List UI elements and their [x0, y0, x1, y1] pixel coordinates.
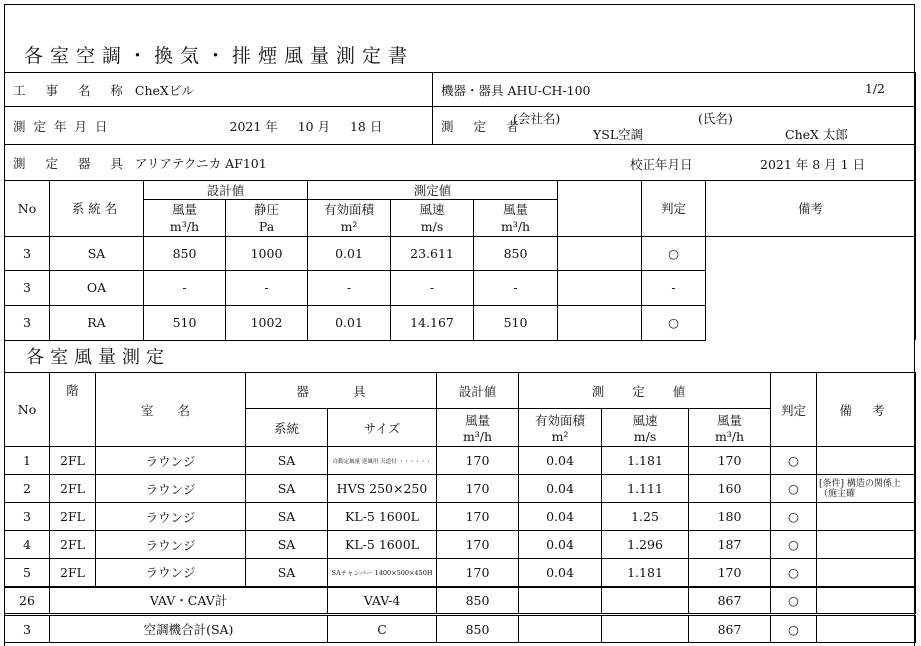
table-row [5, 531, 916, 559]
room-table [4, 372, 916, 643]
table-cell [706, 236, 916, 340]
judge-ok: ○ [642, 305, 706, 340]
table-cell: 867 [689, 615, 771, 643]
table-cell [437, 409, 519, 447]
equipment-id: AHU-CH-100 [507, 82, 591, 98]
table-cell: 有効面積 [308, 200, 391, 219]
judge-ok: ○ [771, 587, 817, 615]
judge-ok: ○ [642, 236, 706, 270]
company-name: YSL空調 [593, 127, 644, 142]
table-cell [817, 503, 916, 531]
table-cell: 510 [144, 305, 226, 340]
table-cell [519, 587, 602, 615]
table-cell: 2FL [50, 447, 96, 475]
table-cell [817, 615, 916, 643]
instrument-cell [5, 145, 916, 181]
table-cell: 2FL [50, 559, 96, 587]
table-cell [602, 409, 689, 447]
table-cell: KL-5 1600L [328, 531, 437, 559]
table-cell: - [226, 270, 308, 305]
table-cell: No [5, 373, 50, 447]
table-cell: [条件] 構造の関係上（施主確 [817, 475, 916, 503]
table-cell: Pa [226, 218, 308, 236]
table-cell: SAチャンバー 1400×500×450H [328, 559, 437, 587]
judge-ok: ○ [771, 475, 817, 503]
project-name: CheXビル [134, 82, 194, 98]
table-cell: 850 [437, 615, 519, 643]
cell-text: 18 [349, 118, 366, 134]
cell-text: 測定年月日 [13, 118, 116, 134]
table-cell [689, 409, 771, 447]
cell-text: m³/h [714, 429, 745, 444]
cell-text: 年 [265, 118, 278, 134]
table-cell: 0.04 [519, 475, 602, 503]
table-cell [519, 409, 602, 447]
cell-text: m/s [633, 429, 657, 444]
table-cell: 判定 [771, 373, 817, 447]
header-table [4, 72, 916, 181]
table-cell: 系統名 [50, 181, 144, 237]
table-cell [558, 305, 642, 340]
table-cell: 4 [5, 531, 50, 559]
table-cell: 1000 [226, 236, 308, 270]
table-cell [817, 559, 916, 587]
table-cell: 室 名 [96, 373, 246, 447]
cell-text: 校正年月日 [630, 157, 693, 172]
table-cell: - [474, 270, 558, 305]
equipment-cell [433, 73, 916, 107]
judge-ok: ○ [771, 615, 817, 643]
table-cell: ラウンジ [96, 559, 246, 587]
table-cell: 170 [437, 503, 519, 531]
table-cell: 3 [5, 305, 50, 340]
table-cell: 180 [689, 503, 771, 531]
table-cell: ラウンジ [96, 447, 246, 475]
cell-text: 工 事 名 称 [13, 82, 131, 98]
table-cell: 26 [5, 587, 50, 615]
table-cell: SA [246, 531, 328, 559]
table-cell: 850 [144, 236, 226, 270]
table-cell: ラウンジ [96, 503, 246, 531]
table-cell: 2FL [50, 531, 96, 559]
table-cell: 1.181 [602, 559, 689, 587]
table-cell: 0.04 [519, 531, 602, 559]
table-cell: OA [50, 270, 144, 305]
table-cell: 0.04 [519, 559, 602, 587]
measure-date-cell [5, 107, 433, 145]
table-cell: SA [246, 559, 328, 587]
table-cell [558, 270, 642, 305]
table-row [5, 447, 916, 475]
table-cell: 風量 [474, 200, 558, 219]
calibration-date: 2021 年 8 月 1 日 [760, 157, 866, 172]
table-cell: 1.296 [602, 531, 689, 559]
cell-text: m³/h [462, 429, 493, 444]
table-cell [602, 587, 689, 615]
table-cell [817, 447, 916, 475]
table-cell: RA [50, 305, 144, 340]
table-cell: 器 具 [246, 373, 437, 409]
table-cell: 1.181 [602, 447, 689, 475]
table-cell: 設計値 [437, 373, 519, 409]
table-cell: 850 [474, 236, 558, 270]
judge-ok: ○ [771, 503, 817, 531]
table-cell: 170 [437, 475, 519, 503]
table-row [5, 475, 916, 503]
total-row [5, 587, 916, 615]
table-cell: - [308, 270, 391, 305]
table-cell: 2 [5, 475, 50, 503]
table-cell [558, 236, 642, 270]
cell-text: 月 [317, 118, 331, 134]
table-cell [817, 531, 916, 559]
table-cell: 5 [5, 559, 50, 587]
table-cell: 170 [437, 447, 519, 475]
table-cell: VAV・CAV計 [50, 587, 328, 615]
table-cell: m³/h [144, 218, 226, 236]
page-title: 各室空調・換気・排煙風量測定書 [24, 45, 415, 67]
table-cell: m² [308, 218, 391, 236]
section-title: 各室風量測定 [26, 347, 170, 368]
table-cell: 170 [689, 559, 771, 587]
cell-text: 有効面積 [535, 413, 586, 428]
table-cell: 2FL [50, 503, 96, 531]
table-cell: サイズ [328, 409, 437, 447]
table-cell: 0.04 [519, 503, 602, 531]
table-cell: 160 [689, 475, 771, 503]
table-cell: 0.01 [308, 236, 391, 270]
table-cell: m³/h [474, 218, 558, 236]
table-cell: 867 [689, 587, 771, 615]
page-number: 1/2 [864, 80, 885, 96]
instrument-name: アリアテクニカ AF101 [134, 155, 267, 171]
table-cell: m/s [391, 218, 474, 236]
table-cell: SA [50, 236, 144, 270]
table-cell: KL-5 1600L [328, 503, 437, 531]
measurer-cell [433, 107, 916, 145]
table-cell: SA [246, 503, 328, 531]
table-cell: SA [246, 447, 328, 475]
cell-text [230, 119, 383, 134]
table-cell: 187 [689, 531, 771, 559]
table-cell: 1 [5, 447, 50, 475]
table-cell: - [642, 270, 706, 305]
table-cell: 0.04 [519, 447, 602, 475]
table-cell: 測定値 [308, 181, 558, 200]
table-row [5, 236, 916, 270]
table-cell: 備考 [706, 181, 916, 237]
table-cell: ラウンジ [96, 531, 246, 559]
total-row [5, 615, 916, 643]
table-cell: 判定 [642, 181, 706, 237]
table-cell: 静圧 [226, 200, 308, 219]
cell-text: 測 定 者 [441, 118, 527, 134]
table-cell: VAV-4 [328, 587, 437, 615]
table-cell: 備 考 [817, 373, 916, 447]
table-cell: - [391, 270, 474, 305]
cell-text: 測 定 器 具 [13, 155, 131, 171]
table-cell: - [144, 270, 226, 305]
cell-text: (氏名) [698, 111, 733, 126]
table-row [5, 503, 916, 531]
cell-text: (会社名) [513, 111, 561, 126]
judge-ok: ○ [771, 531, 817, 559]
table-cell: 14.167 [391, 305, 474, 340]
table-cell: 23.611 [391, 236, 474, 270]
table-cell: 階 [50, 373, 96, 447]
cell-text: 機器・器具 [441, 82, 504, 98]
table-cell: 850 [437, 587, 519, 615]
table-cell: C [328, 615, 437, 643]
system-table [4, 180, 916, 341]
table-cell [558, 181, 642, 237]
table-cell: 0.01 [308, 305, 391, 340]
table-cell [817, 587, 916, 615]
table-cell: 170 [437, 531, 519, 559]
table-cell: 1.111 [602, 475, 689, 503]
table-cell: 風速 [391, 200, 474, 219]
project-name-cell [5, 73, 433, 107]
table-cell: 170 [689, 447, 771, 475]
cell-text: 風速 [632, 413, 658, 428]
table-cell: 510 [474, 305, 558, 340]
table-row [5, 559, 916, 587]
cell-text: 風量 [465, 413, 491, 428]
table-cell: 2FL [50, 475, 96, 503]
table-cell: 空調機合計(SA) [50, 615, 328, 643]
table-cell: 1002 [226, 305, 308, 340]
table-cell: 3 [5, 503, 50, 531]
table-cell: 系統 [246, 409, 328, 447]
cell-text: 日 [369, 118, 383, 134]
cell-text: m² [551, 429, 569, 444]
table-cell: 自動定風量 逆風用 天道付 ・・・・・・ [328, 447, 437, 475]
table-cell: 設計値 [144, 181, 308, 200]
judge-ok: ○ [771, 559, 817, 587]
measurer-name: CheX 太郎 [785, 127, 848, 142]
table-cell: 3 [5, 236, 50, 270]
judge-ok: ○ [771, 447, 817, 475]
cell-text: 10 [297, 118, 314, 134]
table-cell [519, 615, 602, 643]
table-cell: HVS 250×250 [328, 475, 437, 503]
table-cell [602, 615, 689, 643]
cell-text: 風量 [717, 413, 743, 428]
table-cell: 測 定 値 [519, 373, 771, 409]
table-cell: 3 [5, 270, 50, 305]
table-cell: ラウンジ [96, 475, 246, 503]
table-cell: 3 [5, 615, 50, 643]
cell-text: 2021 [229, 118, 262, 134]
table-cell: No [5, 181, 50, 237]
table-cell: 170 [437, 559, 519, 587]
table-cell: 風量 [144, 200, 226, 219]
table-cell: 1.25 [602, 503, 689, 531]
table-cell: SA [246, 475, 328, 503]
